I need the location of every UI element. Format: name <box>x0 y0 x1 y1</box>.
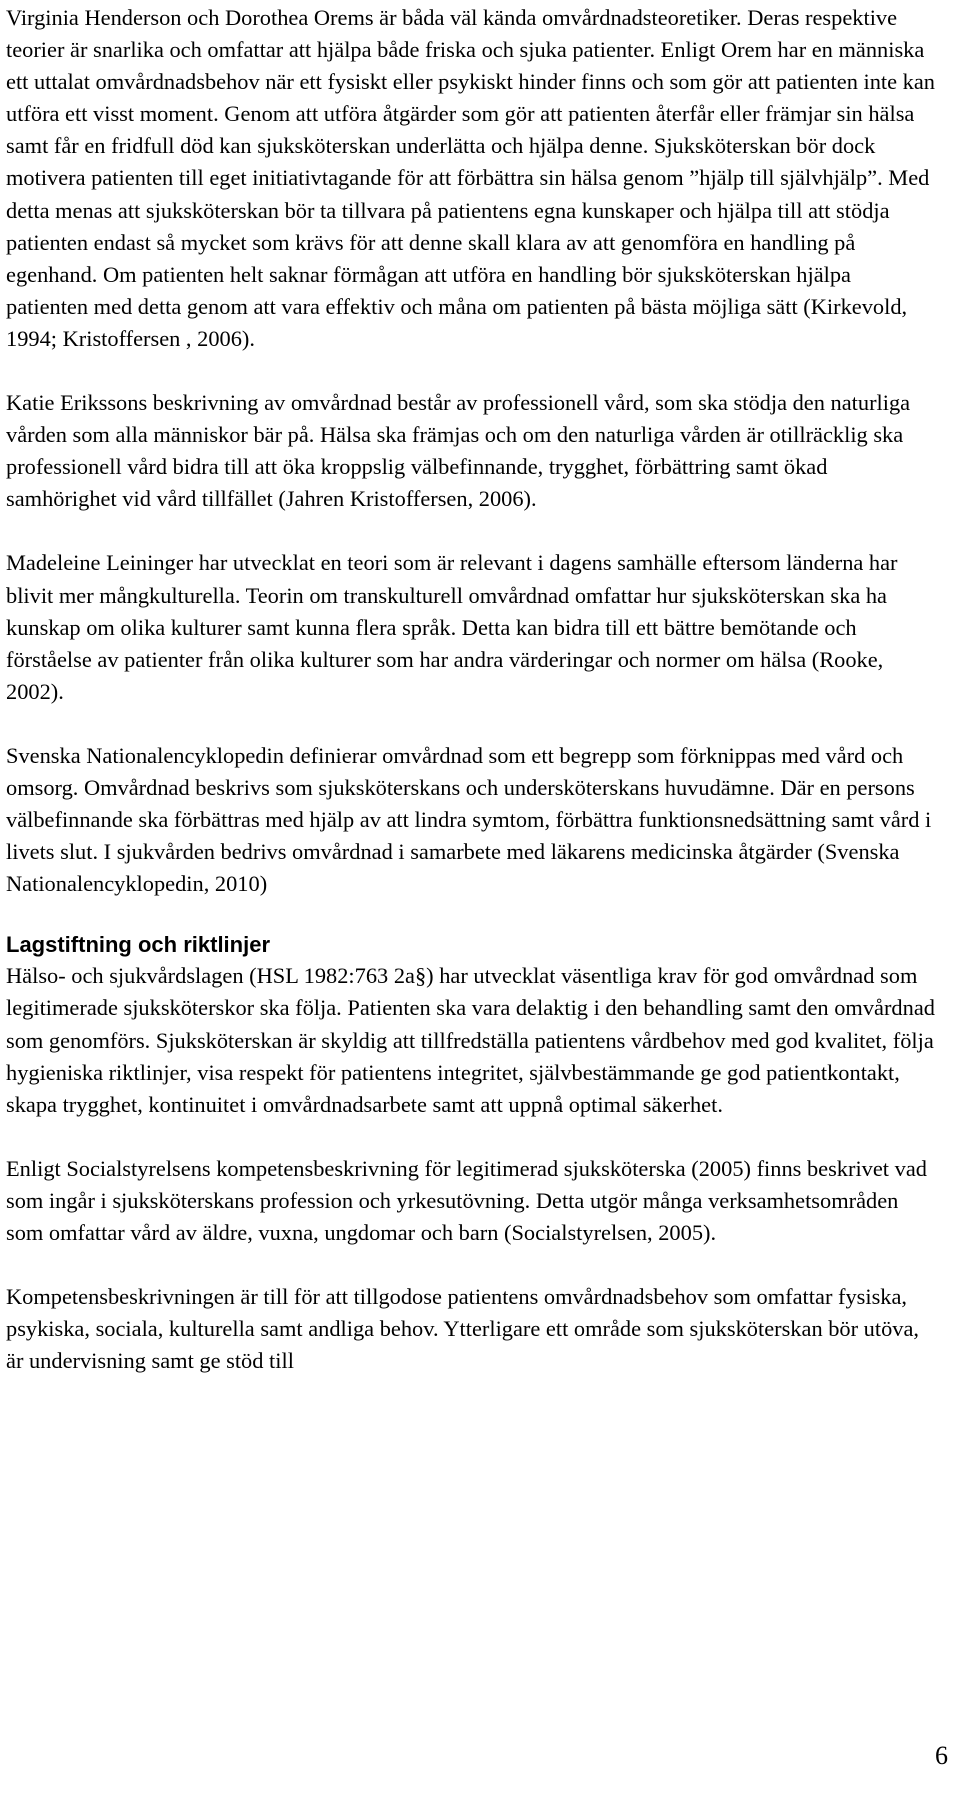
paragraph-eriksson: Katie Erikssons beskrivning av omvårdnad består av professionell vård, som ska stödja den naturliga vården som alla människor bär på. Hälsa ska främjas och om den naturliga vården är otillräcklig ska professionell vård bidra till att öka kroppslig välbefinnande, trygghet, förbättring samt ökad samhörighet vid vård tillfället (Jahren Kristoffersen, 2006). <box>6 390 911 512</box>
page-number: 6 <box>935 1741 948 1770</box>
paragraph-hsl: Hälso- och sjukvårdslagen (HSL 1982:763 2a§) har utvecklat väsentliga krav för god omvårdnad som legitimerade sjuksköterskor ska följa. Patienten ska vara delaktig i den behandling samt den omvårdnad som genomförs. Sjuksköterskan är skyldig att tillfredställa patientens vårdbehov med god kvalitet, följa hygieniska riktlinjer, visa respekt för patientens integritet, självbestämmande ge god patientkontakt, skapa trygghet, kontinuitet i omvårdnadsarbete samt att uppnå optimal säkerhet. <box>6 963 935 1117</box>
document-page <box>6 2 936 1377</box>
paragraph-leininger: Madeleine Leininger har utvecklat en teori som är relevant i dagens samhälle eftersom länderna har blivit mer mångkulturella. Teorin om transkulturell omvårdnad omfattar hur sjuksköterskan ska ha kunskap om olika kulturer samt kunna flera språk. Detta kan bidra till ett bättre bemötande och förståelse av patienter från olika kulturer som har andra värderingar och normer om hälsa (Rooke, 2002). <box>6 550 898 704</box>
paragraph-nursing-theorists: Virginia Henderson och Dorothea Orems är båda väl kända omvårdnadsteoretiker. Deras respektive teorier är snarlika och omfattar att hjälpa både friska och sjuka patienter. Enligt Orem har en människa ett uttalat omvårdnadsbehov när ett fysiskt eller psykiskt hinder finns och som gör att patienten inte kan utföra ett visst moment. Genom att utföra åtgärder som gör att patienten återfår eller främjar sin hälsa samt får en fridfull död kan sjuksköterskan underlätta och hjälpa denne. Sjuksköterskan bör dock motivera patienten till eget initiativtagande för att förbättra sin hälsa genom ”hjälp till självhjälp”. Med detta menas att sjuksköterskan bör ta tillvara på patientens egna kunskaper och hjälpa till att stödja patienten endast så mycket som krävs för att denne skall klara av att genomföra en handling på egenhand. Om patienten helt saknar förmågan att utföra en handling bör sjuksköterskan hjälpa patienten med detta genom att vara effektiv och måna om patienten på bästa möjliga sätt (Kirkevold, 1994; Kristoffersen , 2006). <box>6 5 935 351</box>
paragraph-socialstyrelsen: Enligt Socialstyrelsens kompetensbeskrivning för legitimerad sjuksköterska (2005) finns beskrivet vad som ingår i sjuksköterskans profession och yrkesutövning. Detta utgör många verksamhetsområden som omfattar vård av äldre, vuxna, ungdomar och barn (Socialstyrelsen, 2005). <box>6 1155 927 1245</box>
paragraph-kompetensbeskrivning: Kompetensbeskrivningen är till för att tillgodose patientens omvårdnadsbehov som omfattar fysiska, psykiska, sociala, kulturella samt andliga behov. Ytterligare ett område som sjuksköterskan bör utöva, är undervisning samt ge stöd till <box>6 1284 920 1374</box>
section-heading: Lagstiftning och riktlinjer <box>6 932 271 958</box>
paragraph-nationalencyklopedin: Svenska Nationalencyklopedin definierar omvårdnad som ett begrepp som förknippas med vård och omsorg. Omvårdnad beskrivs som sjuksköterskans och undersköterskans huvudämne. Där en persons välbefinnande ska förbättras med hjälp av att lindra symtom, förbättra funktionsnedsättning samt vård i livets slut. I sjukvården bedrivs omvårdnad i samarbete med läkarens medicinska åtgärder (Svenska Nationalencyklopedin, 2010) <box>6 742 932 897</box>
